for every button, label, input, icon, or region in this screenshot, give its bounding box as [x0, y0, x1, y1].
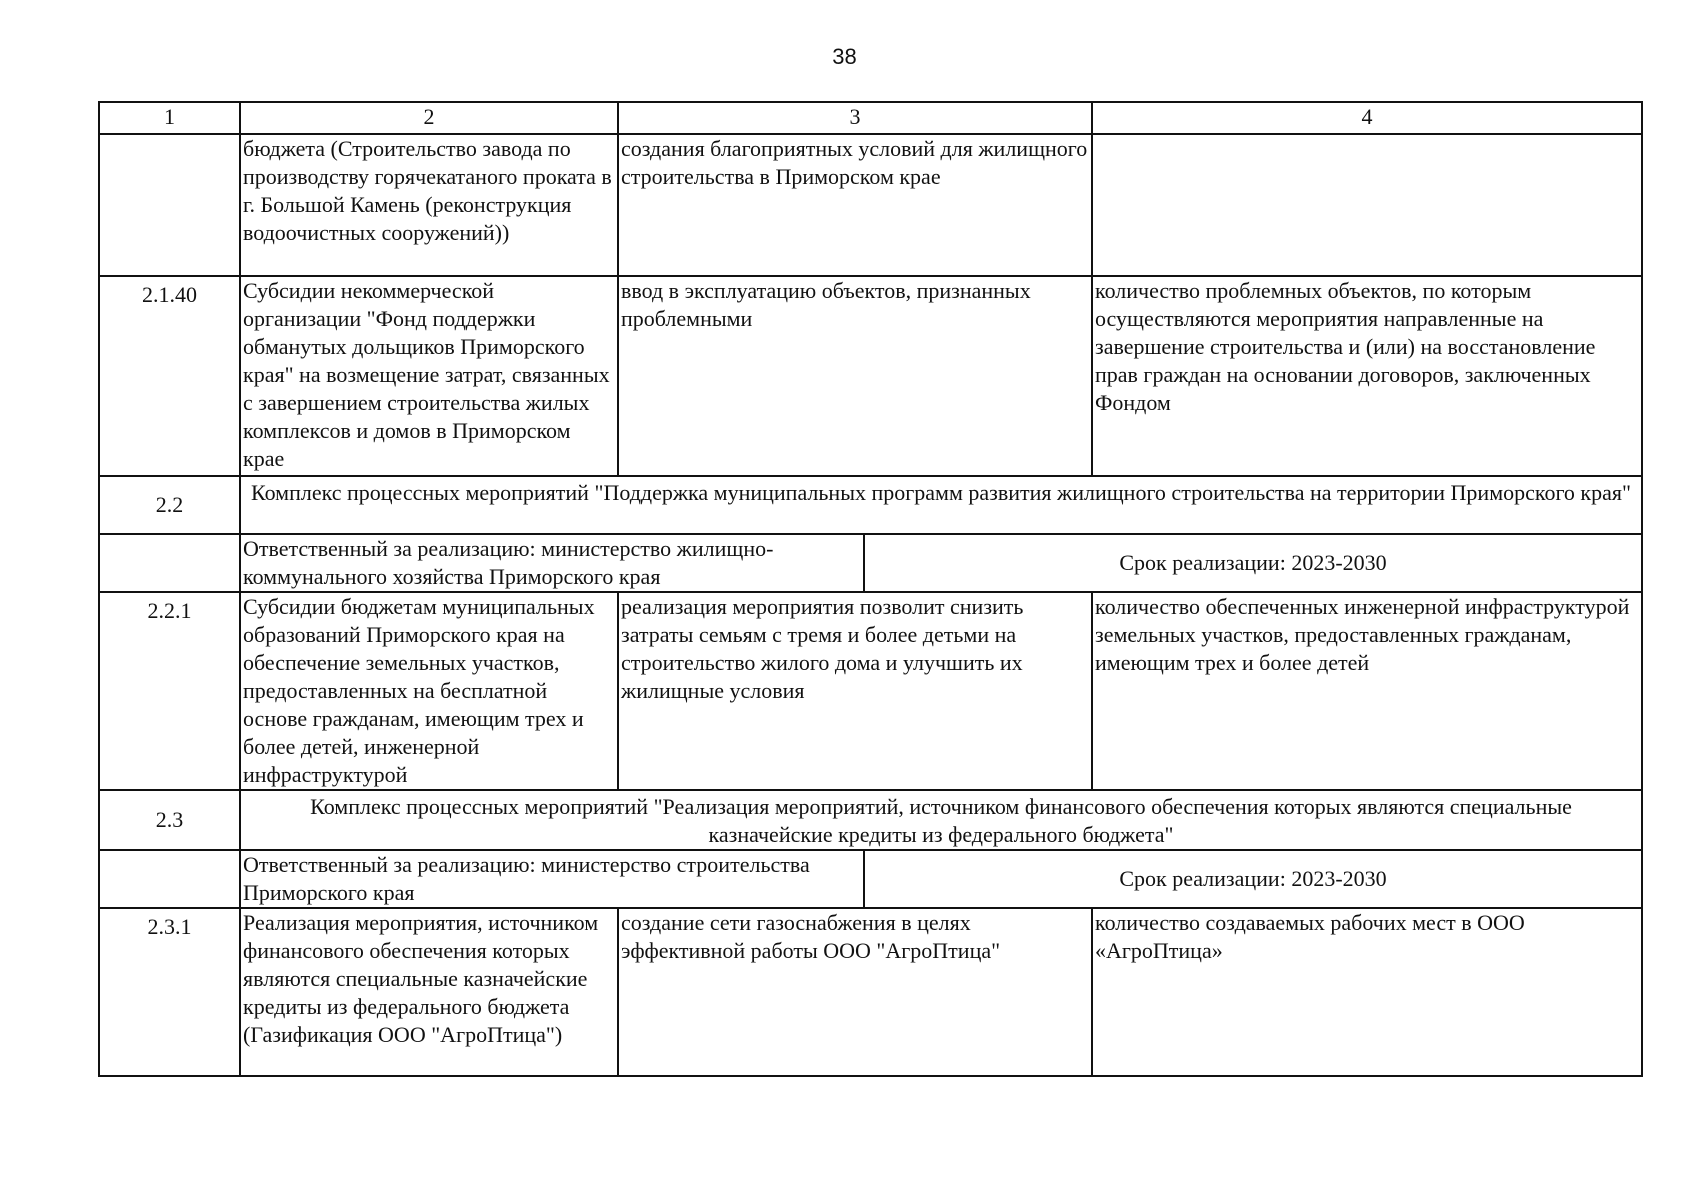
empty-cell: [99, 534, 240, 592]
responsible-row: [99, 534, 1642, 592]
responsible-row: [99, 850, 1642, 908]
measure-result: ввод в эксплуатацию объектов, признанных проблемными: [618, 276, 1092, 476]
measure-result: создание сети газоснабжения в целях эффективной работы ООО "АгроПтица": [618, 908, 1092, 1076]
row-number: 2.2.1: [99, 592, 240, 790]
section-title: Комплекс процессных мероприятий "Поддержка муниципальных программ развития жилищного строительства на территории Приморского края": [240, 476, 1642, 534]
table-row: [99, 592, 1642, 790]
measure-name: Субсидии бюджетам муниципальных образований Приморского края на обеспечение земельных участков, предоставленных на бесплатной основе гражданам, имеющим трех и более детей, инженерной инфраструктурой: [240, 592, 618, 790]
responsible-text: Ответственный за реализацию: министерство жилищно-коммунального хозяйства Приморского края: [241, 535, 865, 591]
section-number: 2.3: [99, 790, 240, 850]
measure-indicator: [1092, 134, 1642, 276]
row-number: 2.1.40: [99, 276, 240, 476]
header-row: [99, 102, 1642, 134]
measure-indicator: количество обеспеченных инженерной инфраструктурой земельных участков, предоставленных гражданам, имеющим трех и более детей: [1092, 592, 1642, 790]
table-row: [99, 134, 1642, 276]
measure-name: Реализация мероприятия, источником финансового обеспечения которых являются специальные казначейские кредиты из федерального бюджета (Газификация ООО "АгроПтица"): [240, 908, 618, 1076]
section-title: Комплекс процессных мероприятий "Реализация мероприятий, источником финансового обеспечения которых являются специальные казначейские кредиты из федерального бюджета": [240, 790, 1642, 850]
column-header: 3: [618, 102, 1092, 134]
responsible-cell: [240, 850, 1642, 908]
term-text: Срок реализации: 2023-2030: [1119, 866, 1387, 891]
measure-result: создания благоприятных условий для жилищного строительства в Приморском крае: [618, 134, 1092, 276]
measure-name: Субсидии некоммерческой организации "Фонд поддержки обманутых дольщиков Приморского края" на возмещение затрат, связанных с завершением строительства жилых комплексов и домов в Приморском крае: [240, 276, 618, 476]
measure-name: бюджета (Строительство завода по производству горячекатаного проката в г. Большой Камень (реконструкция водоочистных сооружений)): [240, 134, 618, 276]
term-text: Срок реализации: 2023-2030: [1119, 550, 1387, 575]
responsible-cell: [240, 534, 1642, 592]
empty-cell: [99, 850, 240, 908]
measure-indicator: количество создаваемых рабочих мест в ООО «АгроПтица»: [1092, 908, 1642, 1076]
table-row: [99, 908, 1642, 1076]
row-number: 2.3.1: [99, 908, 240, 1076]
responsible-text: Ответственный за реализацию: министерство строительства Приморского края: [241, 851, 865, 907]
section-row: [99, 790, 1642, 850]
page-number: 38: [832, 44, 857, 69]
column-header: 4: [1092, 102, 1642, 134]
program-table: [98, 101, 1643, 1077]
section-row: [99, 476, 1642, 534]
measure-result: реализация мероприятия позволит снизить затраты семьям с тремя и более детьми на строительство жилого дома и улучшить их жилищные условия: [618, 592, 1092, 790]
table-row: [99, 276, 1642, 476]
column-header: 1: [99, 102, 240, 134]
measure-indicator: количество проблемных объектов, по которым осуществляются мероприятия направленные на завершение строительства и (или) на восстановление прав граждан на основании договоров, заключенных Фондом: [1092, 276, 1642, 476]
column-header: 2: [240, 102, 618, 134]
row-number: [99, 134, 240, 276]
section-number: 2.2: [99, 476, 240, 534]
